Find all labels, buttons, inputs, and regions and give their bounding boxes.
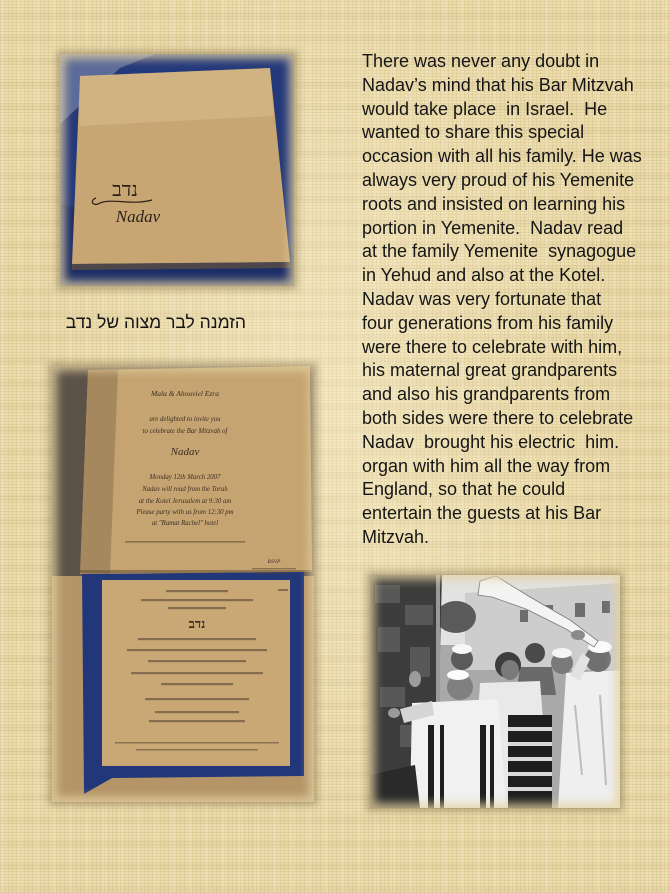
story-line: organ with him all the way from (362, 455, 611, 476)
card-highlight (79, 68, 274, 126)
wall-block (378, 627, 400, 652)
fine-print (125, 541, 245, 543)
story-line: and also his grandparents from (362, 384, 611, 405)
tallit-stripe (480, 725, 486, 808)
tallit-stripe (490, 725, 494, 808)
hebrew-text-line (141, 599, 253, 601)
story-line: Nadav was very fortunate that (362, 288, 602, 309)
tallit-stripe (440, 725, 444, 808)
story-line: portion in Yemenite. Nadav read (362, 217, 624, 238)
window (602, 601, 610, 613)
tallit-stripe (428, 725, 434, 808)
fine-print (256, 573, 292, 574)
hebrew-text-line (148, 660, 246, 662)
tree (436, 601, 476, 633)
story-line: four generations from his family (362, 312, 614, 333)
story-line: There was never any doubt in (362, 51, 600, 71)
tallit-stripe (508, 727, 552, 731)
invitation-detail: at "Ramat Rachel" hotel (151, 520, 219, 527)
tallit-stripe (508, 742, 552, 746)
fine-print (252, 568, 296, 569)
kippah (452, 644, 472, 654)
wall-block (380, 687, 405, 707)
story-line: at the family Yemenite synagogue (362, 241, 637, 262)
fine-print (136, 749, 258, 751)
kotel-ceremony-photo (370, 575, 620, 808)
closed-invitation-image (60, 54, 294, 286)
tallit-stripe (508, 757, 552, 761)
hand-on-shofar (571, 630, 585, 640)
wall-block (375, 585, 400, 603)
story-line: wanted to share this special (362, 122, 585, 143)
story-line: Mitzvah. (362, 526, 430, 547)
invitation-hosts: Mala & Ahouviel Ezra (151, 389, 219, 398)
invitation-caption: הזמנה לבר מצוה של נדב (65, 312, 246, 332)
story-line: Nadav brought his electric him. (362, 431, 620, 452)
card-english-name: Nadav (115, 207, 161, 226)
hebrew-text-line (161, 683, 233, 685)
hebrew-text-line (127, 649, 267, 651)
story-line: occasion with all his family. He was (362, 146, 642, 167)
hand (388, 708, 400, 718)
story-line: his maternal great grandparents (362, 360, 618, 381)
hebrew-text-line (131, 672, 263, 674)
hebrew-text-line (166, 590, 228, 592)
story-line: were there to celebrate with him, (362, 336, 623, 357)
invitation-line: to celebrate the Bar Mitzvah of (142, 428, 228, 435)
raised-hand (409, 671, 421, 687)
hebrew-text-line (138, 638, 256, 640)
wall-block (405, 605, 433, 625)
invitation-name: Nadav (170, 446, 200, 458)
invitation-detail: Nadav will read from the Torah (142, 486, 228, 493)
fine-print (115, 742, 279, 744)
face (501, 660, 519, 680)
story-line: would take place in Israel. He (362, 98, 608, 119)
head (525, 643, 545, 663)
invitation-detail: at the Kotel Jerusalem at 9:30 am (138, 498, 232, 505)
open-invitation-photo (52, 366, 314, 802)
story-line: Nadav’s mind that his Bar Mitzvah (362, 74, 634, 95)
story-line: entertain the guests at his Bar (362, 503, 602, 524)
window (575, 603, 585, 617)
invitation-rsvp: RSVP (267, 559, 281, 565)
tallit-stripe (508, 772, 552, 776)
hebrew-text-line (155, 711, 239, 713)
hebrew-text-line (149, 720, 245, 722)
kippah (447, 670, 469, 680)
story-line: England, so that he could (362, 479, 566, 500)
kippah (552, 648, 572, 658)
white-shirt (558, 670, 620, 808)
hebrew-text-line (145, 698, 249, 700)
card-hebrew-name: נדב (112, 179, 138, 201)
story-text (362, 50, 662, 550)
window (520, 610, 528, 622)
story-line: roots and insisted on learning his (362, 193, 626, 214)
tallit-stripe (508, 787, 552, 791)
invitation-detail: Monday 12th March 2007 (149, 474, 221, 481)
kotel-ceremony-image (370, 575, 620, 808)
story-line: in Yehud and also at the Kotel. (362, 265, 606, 286)
invitation-line: are delighted to invite you (149, 416, 221, 423)
invitation-hebrew-name: נדב (188, 616, 206, 631)
hebrew-text-line (278, 589, 288, 591)
hebrew-text-line (168, 607, 226, 609)
story-line: always very proud of his Yemenite (362, 169, 635, 190)
open-invitation-image (52, 366, 314, 802)
story-line: both sides were there to celebrate (362, 407, 634, 428)
invitation-detail: Please party with us from 12:30 pm (136, 509, 234, 516)
closed-invitation-photo (60, 54, 294, 286)
